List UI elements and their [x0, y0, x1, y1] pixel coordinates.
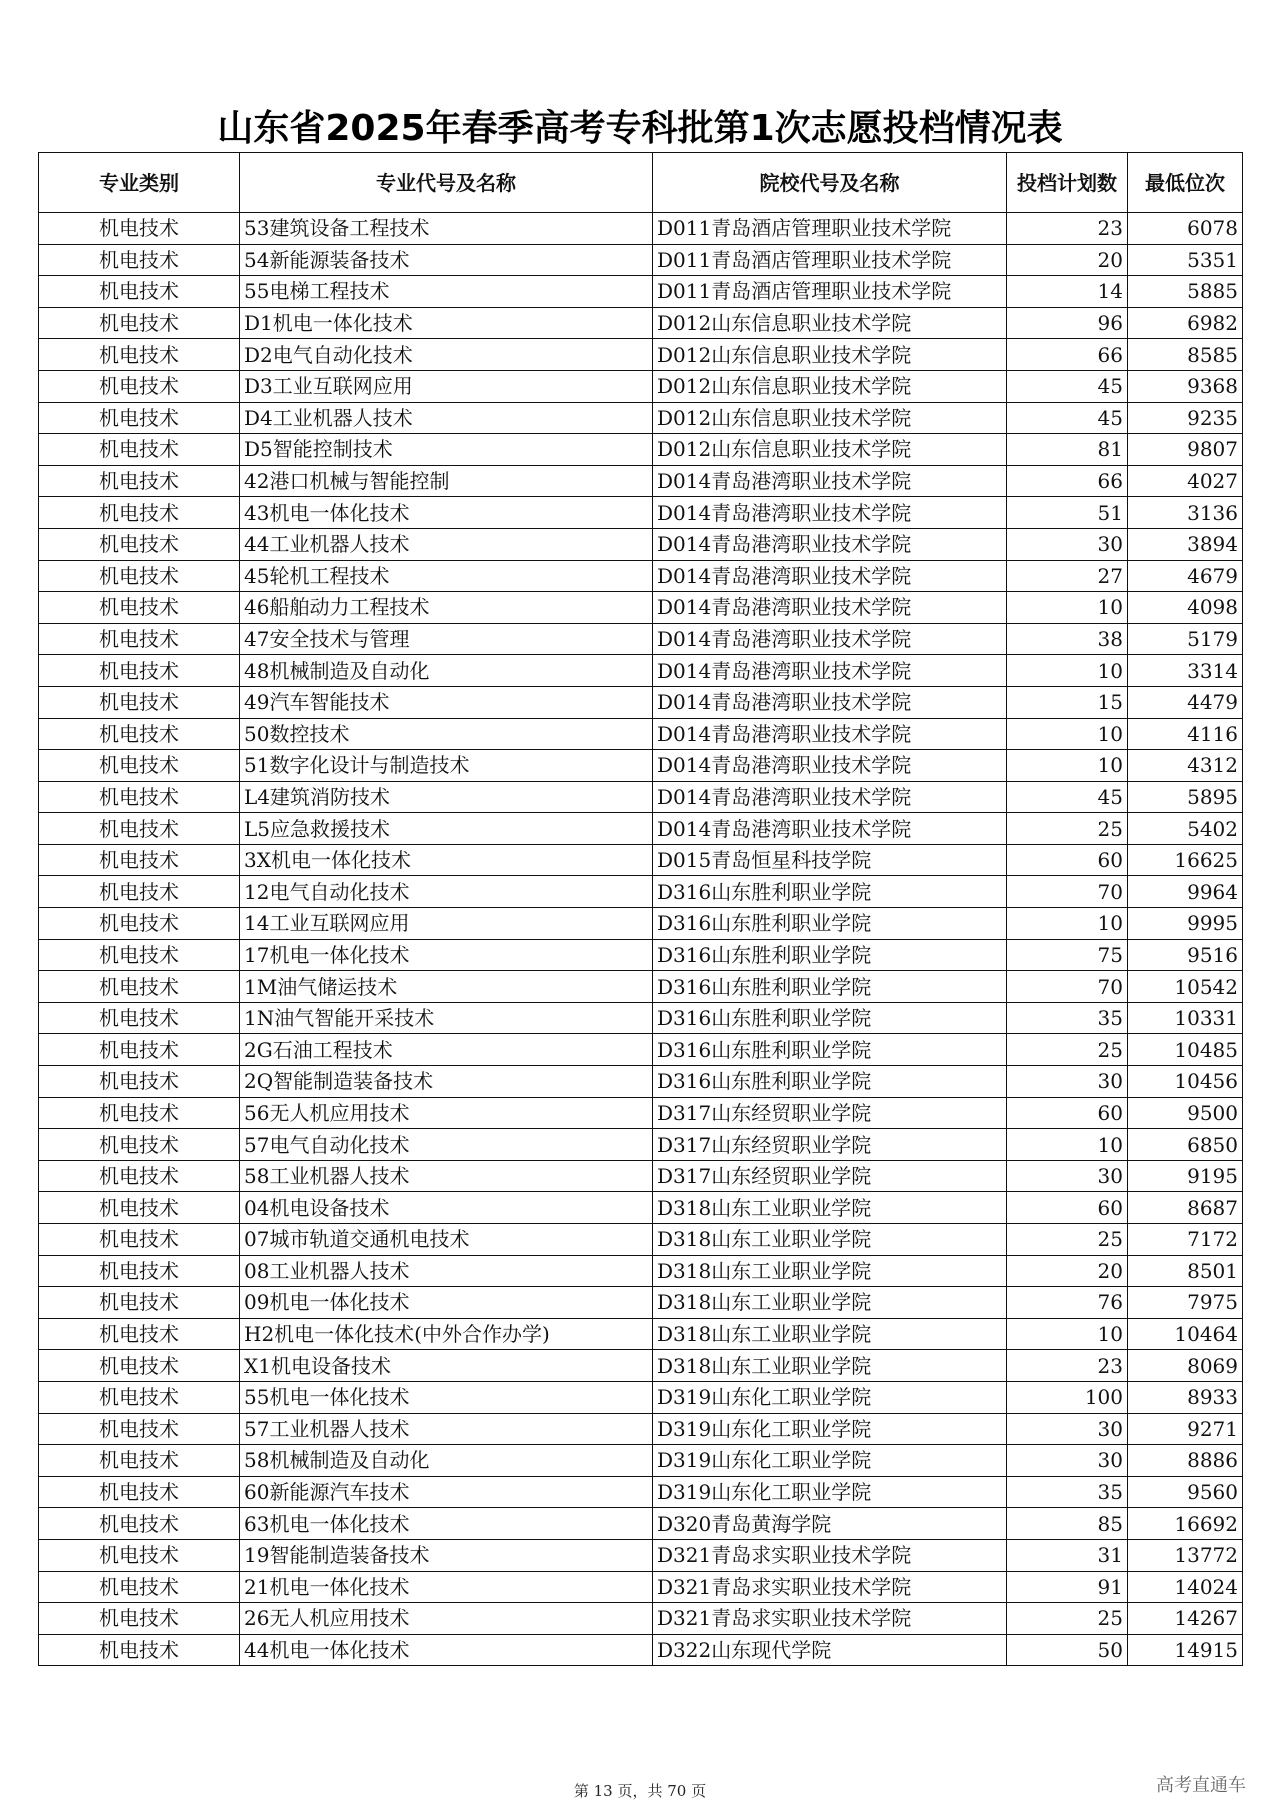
cell-plan: 10: [1007, 655, 1128, 687]
cell-school: D014青岛港湾职业技术学院: [653, 528, 1007, 560]
cell-school: D012山东信息职业技术学院: [653, 434, 1007, 466]
cell-rank: 8069: [1128, 1350, 1243, 1382]
cell-major: 57电气自动化技术: [240, 1129, 653, 1161]
cell-school: D319山东化工职业学院: [653, 1381, 1007, 1413]
cell-school: D322山东现代学院: [653, 1634, 1007, 1666]
cell-school: D015青岛恒星科技学院: [653, 844, 1007, 876]
cell-school: D014青岛港湾职业技术学院: [653, 623, 1007, 655]
cell-school: D318山东工业职业学院: [653, 1224, 1007, 1256]
table-row: [39, 971, 1243, 1003]
table-row: [39, 844, 1243, 876]
cell-plan: 75: [1007, 939, 1128, 971]
table-row: [39, 1381, 1243, 1413]
cell-category: 机电技术: [39, 750, 240, 782]
cell-plan: 51: [1007, 497, 1128, 529]
cell-plan: 81: [1007, 434, 1128, 466]
table-row: [39, 781, 1243, 813]
cell-rank: 6982: [1128, 307, 1243, 339]
cell-school: D319山东化工职业学院: [653, 1476, 1007, 1508]
cell-plan: 76: [1007, 1287, 1128, 1319]
cell-category: 机电技术: [39, 1508, 240, 1540]
header-school: 院校代号及名称: [653, 153, 1007, 213]
cell-rank: 7172: [1128, 1224, 1243, 1256]
document-title: 山东省2025年春季高考专科批第1次志愿投档情况表: [217, 108, 1063, 149]
cell-major: 51数字化设计与制造技术: [240, 750, 653, 782]
table-row: [39, 434, 1243, 466]
cell-plan: 100: [1007, 1381, 1128, 1413]
cell-plan: 10: [1007, 1318, 1128, 1350]
cell-plan: 20: [1007, 244, 1128, 276]
cell-rank: 9516: [1128, 939, 1243, 971]
cell-plan: 45: [1007, 370, 1128, 402]
cell-category: 机电技术: [39, 1097, 240, 1129]
cell-category: 机电技术: [39, 1571, 240, 1603]
cell-category: 机电技术: [39, 971, 240, 1003]
cell-rank: 5402: [1128, 813, 1243, 845]
cell-plan: 10: [1007, 592, 1128, 624]
table-row: [39, 1318, 1243, 1350]
cell-major: 12电气自动化技术: [240, 876, 653, 908]
cell-category: 机电技术: [39, 1287, 240, 1319]
cell-major: 53建筑设备工程技术: [240, 213, 653, 245]
cell-rank: 10542: [1128, 971, 1243, 1003]
cell-plan: 25: [1007, 1034, 1128, 1066]
cell-category: 机电技术: [39, 1192, 240, 1224]
cell-plan: 25: [1007, 1224, 1128, 1256]
cell-category: 机电技术: [39, 655, 240, 687]
cell-rank: 4679: [1128, 560, 1243, 592]
cell-school: D014青岛港湾职业技术学院: [653, 465, 1007, 497]
table-row: [39, 813, 1243, 845]
cell-category: 机电技术: [39, 592, 240, 624]
table-row: [39, 908, 1243, 940]
cell-school: D320青岛黄海学院: [653, 1508, 1007, 1540]
cell-plan: 38: [1007, 623, 1128, 655]
cell-plan: 30: [1007, 1066, 1128, 1098]
table-row: [39, 1603, 1243, 1635]
table-row: [39, 244, 1243, 276]
cell-school: D011青岛酒店管理职业技术学院: [653, 244, 1007, 276]
cell-major: 42港口机械与智能控制: [240, 465, 653, 497]
cell-major: D5智能控制技术: [240, 434, 653, 466]
header-rank: 最低位次: [1128, 153, 1243, 213]
cell-plan: 15: [1007, 686, 1128, 718]
table-row: [39, 1508, 1243, 1540]
cell-rank: 16625: [1128, 844, 1243, 876]
cell-plan: 10: [1007, 718, 1128, 750]
cell-school: D012山东信息职业技术学院: [653, 402, 1007, 434]
cell-rank: 5885: [1128, 276, 1243, 308]
cell-category: 机电技术: [39, 1350, 240, 1382]
cell-major: 07城市轨道交通机电技术: [240, 1224, 653, 1256]
cell-plan: 30: [1007, 1160, 1128, 1192]
table-row: [39, 1445, 1243, 1477]
cell-rank: 10464: [1128, 1318, 1243, 1350]
table-row: [39, 1634, 1243, 1666]
cell-school: D321青岛求实职业技术学院: [653, 1603, 1007, 1635]
cell-plan: 10: [1007, 750, 1128, 782]
table-row: [39, 1255, 1243, 1287]
table-header-row: [39, 153, 1243, 213]
cell-plan: 85: [1007, 1508, 1128, 1540]
cell-rank: 14915: [1128, 1634, 1243, 1666]
table-row: [39, 939, 1243, 971]
cell-school: D014青岛港湾职业技术学院: [653, 560, 1007, 592]
cell-school: D319山东化工职业学院: [653, 1445, 1007, 1477]
cell-plan: 30: [1007, 528, 1128, 560]
cell-major: 54新能源装备技术: [240, 244, 653, 276]
cell-school: D011青岛酒店管理职业技术学院: [653, 213, 1007, 245]
cell-rank: 4312: [1128, 750, 1243, 782]
table-row: [39, 1350, 1243, 1382]
header-plan: [1007, 153, 1128, 213]
cell-plan: 45: [1007, 402, 1128, 434]
cell-category: 机电技术: [39, 402, 240, 434]
cell-plan: 91: [1007, 1571, 1128, 1603]
cell-school: D321青岛求实职业技术学院: [653, 1571, 1007, 1603]
cell-category: 机电技术: [39, 1318, 240, 1350]
cell-category: 机电技术: [39, 1224, 240, 1256]
cell-plan: 25: [1007, 1603, 1128, 1635]
table-row: [39, 655, 1243, 687]
table-row: [39, 497, 1243, 529]
table-row: [39, 402, 1243, 434]
header-category: 专业类别: [39, 153, 240, 213]
cell-rank: 16692: [1128, 1508, 1243, 1540]
table-row: [39, 307, 1243, 339]
cell-category: 机电技术: [39, 844, 240, 876]
cell-major: 60新能源汽车技术: [240, 1476, 653, 1508]
cell-school: D318山东工业职业学院: [653, 1192, 1007, 1224]
cell-major: 55电梯工程技术: [240, 276, 653, 308]
cell-category: 机电技术: [39, 339, 240, 371]
cell-major: 1N油气智能开采技术: [240, 1002, 653, 1034]
cell-major: 17机电一体化技术: [240, 939, 653, 971]
table-row: [39, 1097, 1243, 1129]
cell-rank: 10456: [1128, 1066, 1243, 1098]
cell-plan: 35: [1007, 1002, 1128, 1034]
table-row: [39, 1192, 1243, 1224]
cell-school: D316山东胜利职业学院: [653, 971, 1007, 1003]
cell-category: 机电技术: [39, 1129, 240, 1161]
table-row: [39, 1287, 1243, 1319]
cell-school: D318山东工业职业学院: [653, 1255, 1007, 1287]
cell-category: 机电技术: [39, 623, 240, 655]
cell-rank: 9964: [1128, 876, 1243, 908]
cell-rank: 14267: [1128, 1603, 1243, 1635]
cell-rank: 13772: [1128, 1539, 1243, 1571]
table-row: [39, 1002, 1243, 1034]
cell-plan: 70: [1007, 971, 1128, 1003]
cell-school: D012山东信息职业技术学院: [653, 370, 1007, 402]
cell-school: D316山东胜利职业学院: [653, 908, 1007, 940]
cell-major: 49汽车智能技术: [240, 686, 653, 718]
table-row: [39, 1413, 1243, 1445]
cell-school: D012山东信息职业技术学院: [653, 307, 1007, 339]
cell-major: 14工业互联网应用: [240, 908, 653, 940]
cell-major: 21机电一体化技术: [240, 1571, 653, 1603]
table-row: [39, 528, 1243, 560]
cell-rank: 10485: [1128, 1034, 1243, 1066]
cell-rank: 10331: [1128, 1002, 1243, 1034]
cell-plan: 10: [1007, 1129, 1128, 1161]
cell-rank: 8585: [1128, 339, 1243, 371]
cell-rank: 5351: [1128, 244, 1243, 276]
cell-rank: 8933: [1128, 1381, 1243, 1413]
cell-category: 机电技术: [39, 876, 240, 908]
cell-rank: 4027: [1128, 465, 1243, 497]
cell-category: 机电技术: [39, 1381, 240, 1413]
cell-school: D316山东胜利职业学院: [653, 876, 1007, 908]
cell-plan: 60: [1007, 1097, 1128, 1129]
cell-rank: 5895: [1128, 781, 1243, 813]
cell-school: D318山东工业职业学院: [653, 1318, 1007, 1350]
cell-major: 19智能制造装备技术: [240, 1539, 653, 1571]
header-major: 专业代号及名称: [240, 153, 653, 213]
cell-plan: 70: [1007, 876, 1128, 908]
cell-plan: 60: [1007, 844, 1128, 876]
cell-school: D316山东胜利职业学院: [653, 939, 1007, 971]
table-row: [39, 876, 1243, 908]
cell-school: D321青岛求实职业技术学院: [653, 1539, 1007, 1571]
cell-plan: 25: [1007, 813, 1128, 845]
cell-category: 机电技术: [39, 1539, 240, 1571]
cell-school: D014青岛港湾职业技术学院: [653, 718, 1007, 750]
table-row: [39, 686, 1243, 718]
cell-plan: 66: [1007, 465, 1128, 497]
cell-category: 机电技术: [39, 1160, 240, 1192]
cell-category: 机电技术: [39, 939, 240, 971]
cell-plan: 35: [1007, 1476, 1128, 1508]
table-row: [39, 1160, 1243, 1192]
cell-category: 机电技术: [39, 781, 240, 813]
cell-major: 43机电一体化技术: [240, 497, 653, 529]
cell-category: 机电技术: [39, 908, 240, 940]
cell-school: D317山东经贸职业学院: [653, 1097, 1007, 1129]
cell-major: 58机械制造及自动化: [240, 1445, 653, 1477]
cell-major: L5应急救援技术: [240, 813, 653, 845]
cell-school: D317山东经贸职业学院: [653, 1129, 1007, 1161]
cell-rank: 8501: [1128, 1255, 1243, 1287]
cell-plan: 50: [1007, 1634, 1128, 1666]
cell-school: D014青岛港湾职业技术学院: [653, 781, 1007, 813]
cell-rank: 4479: [1128, 686, 1243, 718]
cell-major: D4工业机器人技术: [240, 402, 653, 434]
cell-category: 机电技术: [39, 560, 240, 592]
table-row: [39, 750, 1243, 782]
cell-category: 机电技术: [39, 1634, 240, 1666]
cell-major: 56无人机应用技术: [240, 1097, 653, 1129]
cell-major: 3X机电一体化技术: [240, 844, 653, 876]
cell-major: D2电气自动化技术: [240, 339, 653, 371]
cell-plan: 30: [1007, 1445, 1128, 1477]
cell-major: D3工业互联网应用: [240, 370, 653, 402]
cell-category: 机电技术: [39, 1445, 240, 1477]
table-row: [39, 1539, 1243, 1571]
cell-rank: 3894: [1128, 528, 1243, 560]
cell-category: 机电技术: [39, 1603, 240, 1635]
cell-category: 机电技术: [39, 465, 240, 497]
cell-category: 机电技术: [39, 434, 240, 466]
cell-school: D316山东胜利职业学院: [653, 1066, 1007, 1098]
cell-category: 机电技术: [39, 307, 240, 339]
cell-plan: 20: [1007, 1255, 1128, 1287]
cell-major: 44机电一体化技术: [240, 1634, 653, 1666]
cell-plan: 30: [1007, 1413, 1128, 1445]
cell-category: 机电技术: [39, 528, 240, 560]
cell-school: D014青岛港湾职业技术学院: [653, 655, 1007, 687]
cell-major: 46船舶动力工程技术: [240, 592, 653, 624]
cell-rank: 9271: [1128, 1413, 1243, 1445]
cell-school: D014青岛港湾职业技术学院: [653, 686, 1007, 718]
cell-category: 机电技术: [39, 370, 240, 402]
cell-plan: 10: [1007, 908, 1128, 940]
cell-rank: 8687: [1128, 1192, 1243, 1224]
cell-school: D318山东工业职业学院: [653, 1350, 1007, 1382]
cell-plan: 31: [1007, 1539, 1128, 1571]
cell-major: 63机电一体化技术: [240, 1508, 653, 1540]
cell-rank: 4116: [1128, 718, 1243, 750]
cell-category: 机电技术: [39, 1066, 240, 1098]
cell-rank: 6850: [1128, 1129, 1243, 1161]
cell-major: 04机电设备技术: [240, 1192, 653, 1224]
cell-category: 机电技术: [39, 1476, 240, 1508]
cell-school: D318山东工业职业学院: [653, 1287, 1007, 1319]
cell-rank: 3314: [1128, 655, 1243, 687]
cell-plan: 96: [1007, 307, 1128, 339]
cell-category: 机电技术: [39, 1413, 240, 1445]
cell-category: 机电技术: [39, 497, 240, 529]
table-row: [39, 339, 1243, 371]
cell-major: 45轮机工程技术: [240, 560, 653, 592]
cell-plan: 27: [1007, 560, 1128, 592]
cell-major: 26无人机应用技术: [240, 1603, 653, 1635]
table-row: [39, 213, 1243, 245]
cell-major: 58工业机器人技术: [240, 1160, 653, 1192]
cell-school: D014青岛港湾职业技术学院: [653, 813, 1007, 845]
cell-major: 2G石油工程技术: [240, 1034, 653, 1066]
cell-major: 2Q智能制造装备技术: [240, 1066, 653, 1098]
table-row: [39, 592, 1243, 624]
cell-category: 机电技术: [39, 718, 240, 750]
cell-major: D1机电一体化技术: [240, 307, 653, 339]
table-row: [39, 1224, 1243, 1256]
cell-category: 机电技术: [39, 813, 240, 845]
cell-plan: 60: [1007, 1192, 1128, 1224]
cell-major: L4建筑消防技术: [240, 781, 653, 813]
cell-rank: 9195: [1128, 1160, 1243, 1192]
header-plan-label: 投档计划数: [1017, 170, 1117, 195]
table-row: [39, 1476, 1243, 1508]
cell-school: D317山东经贸职业学院: [653, 1160, 1007, 1192]
cell-category: 机电技术: [39, 276, 240, 308]
cell-school: D014青岛港湾职业技术学院: [653, 750, 1007, 782]
cell-major: 57工业机器人技术: [240, 1413, 653, 1445]
cell-major: H2机电一体化技术(中外合作办学): [240, 1318, 653, 1350]
cell-major: 08工业机器人技术: [240, 1255, 653, 1287]
cell-category: 机电技术: [39, 1255, 240, 1287]
cell-plan: 23: [1007, 1350, 1128, 1382]
admission-table: [38, 152, 1243, 1666]
watermark: 高考直通车: [1156, 1775, 1246, 1796]
cell-rank: 9368: [1128, 370, 1243, 402]
table-body: [39, 213, 1243, 1666]
cell-major: 48机械制造及自动化: [240, 655, 653, 687]
cell-category: 机电技术: [39, 1002, 240, 1034]
cell-rank: 9560: [1128, 1476, 1243, 1508]
table-row: [39, 1066, 1243, 1098]
cell-school: D014青岛港湾职业技术学院: [653, 592, 1007, 624]
cell-category: 机电技术: [39, 1034, 240, 1066]
cell-category: 机电技术: [39, 244, 240, 276]
cell-rank: 4098: [1128, 592, 1243, 624]
cell-major: 55机电一体化技术: [240, 1381, 653, 1413]
cell-rank: 9500: [1128, 1097, 1243, 1129]
table-row: [39, 276, 1243, 308]
table-row: [39, 1129, 1243, 1161]
cell-school: D316山东胜利职业学院: [653, 1034, 1007, 1066]
table-row: [39, 560, 1243, 592]
cell-major: 44工业机器人技术: [240, 528, 653, 560]
cell-rank: 9235: [1128, 402, 1243, 434]
cell-school: D014青岛港湾职业技术学院: [653, 497, 1007, 529]
cell-school: D319山东化工职业学院: [653, 1413, 1007, 1445]
cell-rank: 6078: [1128, 213, 1243, 245]
cell-plan: 23: [1007, 213, 1128, 245]
cell-school: D012山东信息职业技术学院: [653, 339, 1007, 371]
cell-school: D011青岛酒店管理职业技术学院: [653, 276, 1007, 308]
table-row: [39, 718, 1243, 750]
cell-category: 机电技术: [39, 686, 240, 718]
cell-major: 1M油气储运技术: [240, 971, 653, 1003]
cell-major: 47安全技术与管理: [240, 623, 653, 655]
cell-plan: 14: [1007, 276, 1128, 308]
cell-rank: 3136: [1128, 497, 1243, 529]
cell-rank: 7975: [1128, 1287, 1243, 1319]
cell-major: X1机电设备技术: [240, 1350, 653, 1382]
cell-rank: 5179: [1128, 623, 1243, 655]
table-row: [39, 465, 1243, 497]
table-row: [39, 1571, 1243, 1603]
cell-plan: 45: [1007, 781, 1128, 813]
cell-major: 09机电一体化技术: [240, 1287, 653, 1319]
cell-rank: 9807: [1128, 434, 1243, 466]
cell-school: D316山东胜利职业学院: [653, 1002, 1007, 1034]
cell-major: 50数控技术: [240, 718, 653, 750]
table-row: [39, 623, 1243, 655]
page-number: 第 13 页，共 70 页: [573, 1782, 707, 1800]
cell-rank: 14024: [1128, 1571, 1243, 1603]
cell-category: 机电技术: [39, 213, 240, 245]
cell-rank: 8886: [1128, 1445, 1243, 1477]
table-row: [39, 370, 1243, 402]
cell-plan: 66: [1007, 339, 1128, 371]
cell-rank: 9995: [1128, 908, 1243, 940]
table-row: [39, 1034, 1243, 1066]
